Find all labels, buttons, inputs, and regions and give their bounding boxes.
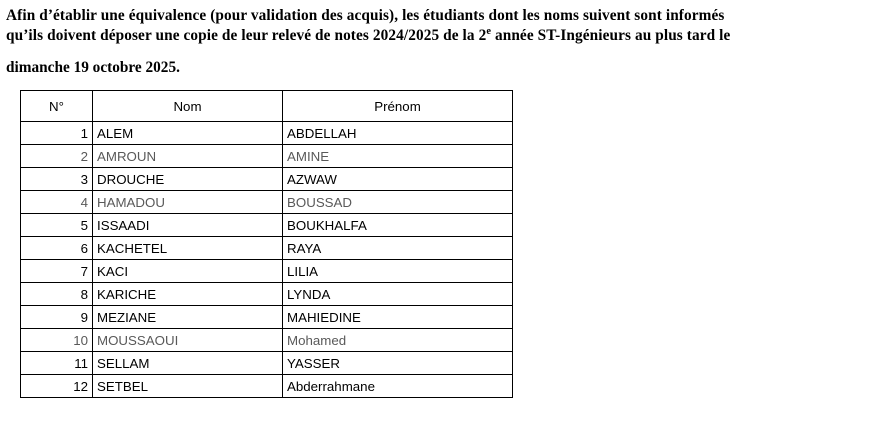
table-row [21, 214, 513, 237]
cell-prenom: Abderrahmane [283, 375, 513, 398]
table-row [21, 237, 513, 260]
cell-number: 8 [21, 283, 93, 306]
cell-nom: KARICHE [93, 283, 283, 306]
cell-nom: SELLAM [93, 352, 283, 375]
cell-prenom: LILIA [283, 260, 513, 283]
cell-nom: DROUCHE [93, 168, 283, 191]
cell-number: 10 [21, 329, 93, 352]
intro-line-2 [6, 26, 854, 46]
cell-prenom: AZWAW [283, 168, 513, 191]
cell-number: 4 [21, 191, 93, 214]
table-header-row [21, 91, 513, 122]
cell-prenom: RAYA [283, 237, 513, 260]
cell-nom: MEZIANE [93, 306, 283, 329]
cell-prenom: AMINE [283, 145, 513, 168]
table-body [21, 122, 513, 398]
cell-number: 7 [21, 260, 93, 283]
cell-number: 6 [21, 237, 93, 260]
table-row [21, 260, 513, 283]
table-row [21, 168, 513, 191]
cell-number: 5 [21, 214, 93, 237]
table-row [21, 191, 513, 214]
cell-nom: MOUSSAOUI [93, 329, 283, 352]
students-table [20, 90, 513, 398]
cell-prenom: Mohamed [283, 329, 513, 352]
intro-line-2-part-a: qu’ils doivent déposer une copie de leur relevé de notes 2024/2025 de la 2 [6, 27, 487, 44]
intro-line-1: Afin d’établir une équivalence (pour validation des acquis), les étudiants dont les noms suivent sont informés [6, 7, 725, 24]
students-table-wrapper [20, 90, 872, 398]
cell-nom: KACHETEL [93, 237, 283, 260]
cell-number: 11 [21, 352, 93, 375]
cell-nom: SETBEL [93, 375, 283, 398]
deadline-date: dimanche 19 octobre 2025. [6, 59, 180, 76]
table-row [21, 283, 513, 306]
table-row [21, 329, 513, 352]
cell-number: 12 [21, 375, 93, 398]
table-header [21, 91, 513, 122]
cell-nom: ISSAADI [93, 214, 283, 237]
cell-number: 1 [21, 122, 93, 145]
table-row [21, 145, 513, 168]
cell-nom: ALEM [93, 122, 283, 145]
column-header-number: N° [21, 91, 93, 122]
cell-prenom: LYNDA [283, 283, 513, 306]
cell-prenom: MAHIEDINE [283, 306, 513, 329]
cell-prenom: BOUSSAD [283, 191, 513, 214]
cell-number: 3 [21, 168, 93, 191]
cell-nom: AMROUN [93, 145, 283, 168]
ordinal-superscript: e [486, 25, 492, 37]
cell-prenom: YASSER [283, 352, 513, 375]
table-row [21, 375, 513, 398]
intro-line-2-part-b: année ST-Ingénieurs au plus tard le [491, 27, 731, 44]
table-row [21, 352, 513, 375]
cell-nom: HAMADOU [93, 191, 283, 214]
table-row [21, 122, 513, 145]
column-header-nom: Nom [93, 91, 283, 122]
cell-prenom: BOUKHALFA [283, 214, 513, 237]
cell-nom: KACI [93, 260, 283, 283]
table-row [21, 306, 513, 329]
column-header-prenom: Prénom [283, 91, 513, 122]
cell-prenom: ABDELLAH [283, 122, 513, 145]
cell-number: 2 [21, 145, 93, 168]
document-page [0, 6, 872, 425]
intro-paragraph [6, 6, 854, 46]
cell-number: 9 [21, 306, 93, 329]
